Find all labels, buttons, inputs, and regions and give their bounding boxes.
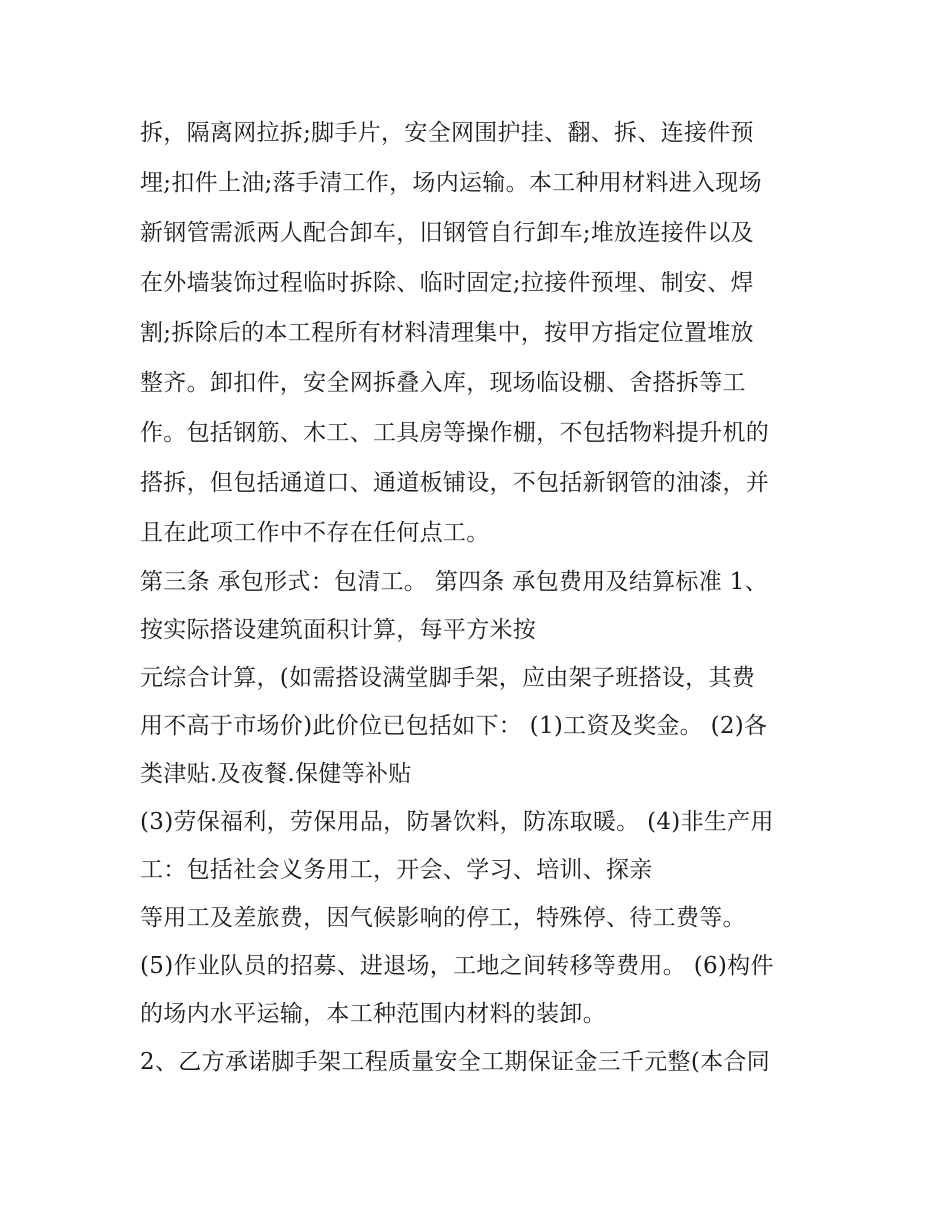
text-line-19: 的场内水平运输，本工种范围内材料的装卸。 xyxy=(140,1001,606,1027)
text-line-3: 新钢管需派两人配合卸车，旧钢管自行卸车;堆放连接件以及 xyxy=(140,220,754,246)
text-line-8: 搭拆，但包括通道口、通道板铺设，不包括新钢管的油漆，并 xyxy=(140,470,770,496)
text-line-20: 2、乙方承诺脚手架工程质量安全工期保证金三千元整(本合同 xyxy=(140,1049,771,1075)
text-line-10: 第三条 承包形式：包清工。 第四条 承包费用及结算标准 1、 xyxy=(140,569,768,595)
text-line-1: 拆，隔离网拉拆;脚手片，安全网围护挂、翻、拆、连接件预 xyxy=(140,120,754,146)
text-line-12: 元综合计算，(如需搭设满堂脚手架，应由架子班搭设，其费 xyxy=(140,665,756,691)
text-line-17: 等用工及差旅费，因气候影响的停工，特殊停、待工费等。 xyxy=(140,905,746,931)
document-body xyxy=(140,108,830,1086)
text-line-18: (5)作业队员的招募、进退场，工地之间转移等费用。 (6)构件 xyxy=(140,953,774,979)
text-line-14: 类津贴.及夜餐.保健等补贴 xyxy=(140,761,412,787)
text-line-2: 埋;扣件上油;落手清工作，场内运输。本工种用材料进入现场 xyxy=(140,170,762,196)
text-line-4: 在外墙装饰过程临时拆除、临时固定;拉接件预埋、制安、焊 xyxy=(140,270,754,296)
text-line-5: 割;拆除后的本工程所有材料清理集中，按甲方指定位置堆放 xyxy=(140,320,754,346)
text-line-15: (3)劳保福利，劳保用品，防暑饮料，防冻取暖。 (4)非生产用 xyxy=(140,809,774,835)
text-line-6: 整齐。卸扣件，安全网拆叠入库，现场临设棚、舍搭拆等工 xyxy=(140,370,746,396)
text-line-11: 按实际搭设建筑面积计算，每平方米按 xyxy=(140,617,537,643)
text-line-9: 且在此项工作中不存在任何点工。 xyxy=(140,520,490,546)
text-line-7: 作。包括钢筋、木工、工具房等操作棚，不包括物料提升机的 xyxy=(140,420,770,446)
text-line-13: 用不高于市场价)此价位已包括如下： (1)工资及奖金。 (2)各 xyxy=(140,713,768,739)
text-line-16: 工：包括社会义务用工，开会、学习、培训、探亲 xyxy=(140,857,653,883)
